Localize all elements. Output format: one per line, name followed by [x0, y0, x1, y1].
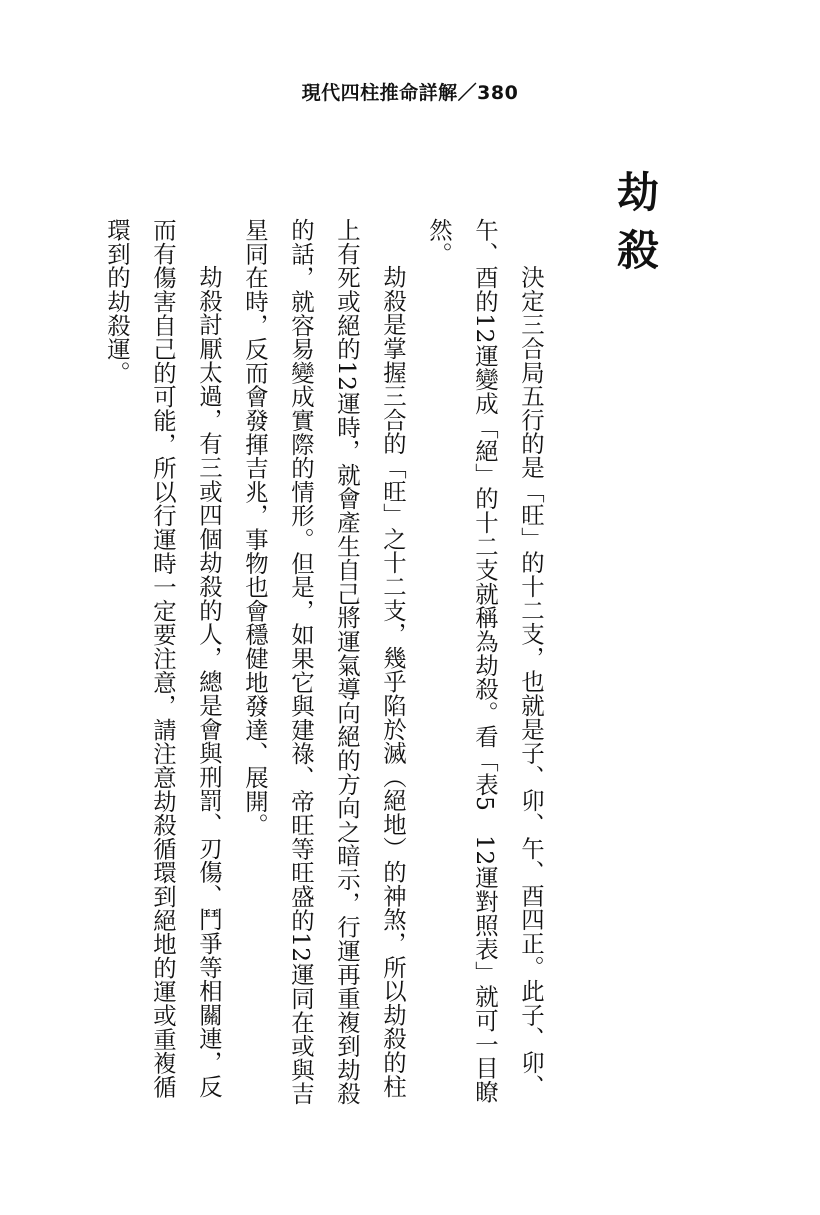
running-header: 現代四柱推命詳解／380: [301, 82, 519, 104]
body-text: [103, 218, 554, 1118]
paragraph-1: 決定三合局五行的是「旺」的十二支，也就是子、卯、午、酉四正。此子、卯、午、酉的12運變成「絕」的十二支就稱為劫殺。看「表5 12運對照表」就可一目瞭然。: [425, 218, 545, 1104]
paragraph-3: 劫殺討厭太過，有三或四個劫殺的人，總是會與刑罰、刃傷、鬥爭等相關連，反而有傷害自己的可能，所以行運時一定要注意，請注意劫殺循環到絕地的運或重複循環到的劫殺運。: [103, 218, 223, 1099]
section-title: 劫殺: [611, 170, 660, 286]
paragraph-2: 劫殺是掌握三合的「旺」之十二支，幾乎陷於滅（絕地）的神煞，所以劫殺的柱上有死或絕的12運時，就會產生自己將運氣導向絕的方向之暗示，行運再重複到劫殺的話，就容易變成實際的情形。但是，如果它與建祿、帝旺等旺盛的12運同在或與吉星同在時，反而會發揮吉兆，事物也會穩健地發達、展開。: [241, 218, 407, 1106]
